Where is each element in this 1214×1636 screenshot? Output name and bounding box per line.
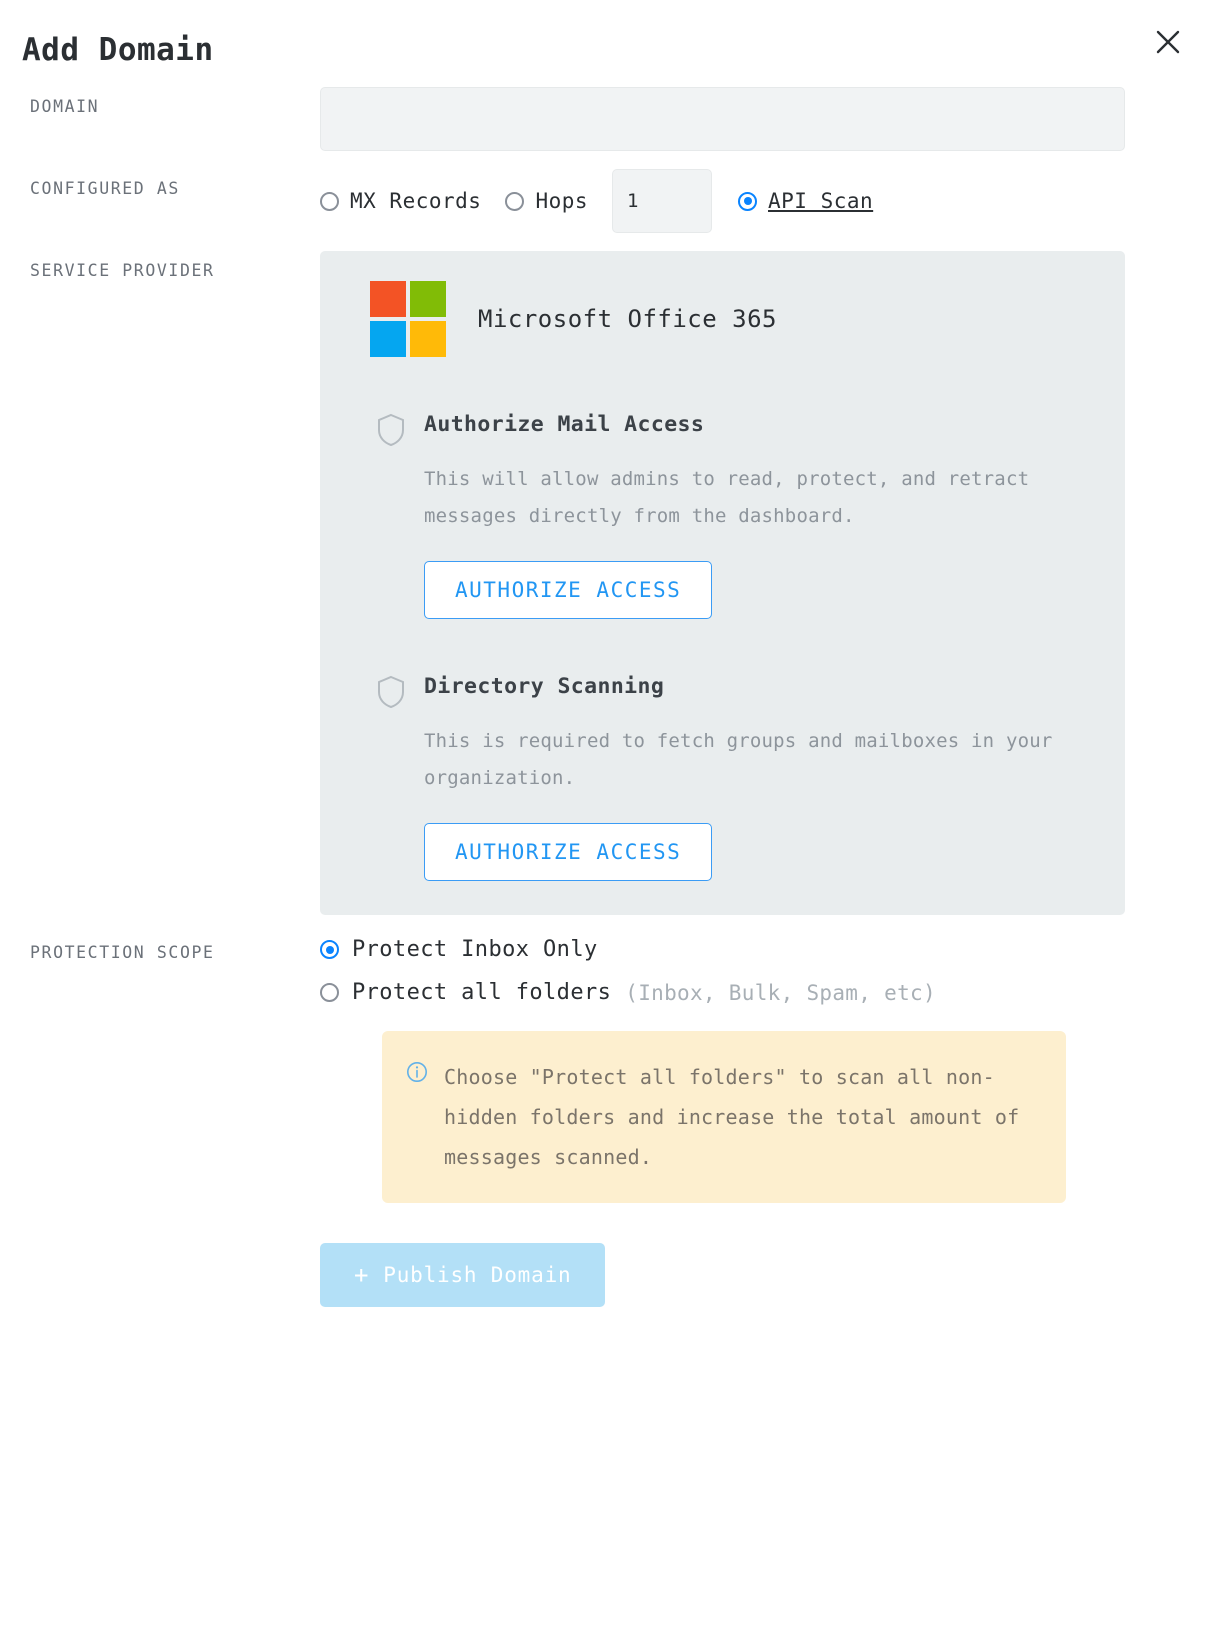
protection-scope-row <box>30 933 1184 1307</box>
form-body <box>0 87 1214 1307</box>
radio-api-scan[interactable] <box>738 189 873 213</box>
protection-scope-field <box>320 933 1184 1307</box>
hops-input[interactable] <box>612 169 712 233</box>
configured-as-row <box>30 169 1184 233</box>
provider-header <box>348 281 1097 357</box>
authorize-mail-access-block <box>348 411 1097 619</box>
close-icon[interactable] <box>1146 20 1190 64</box>
directory-scanning-block <box>348 673 1097 881</box>
domain-input[interactable] <box>320 87 1125 151</box>
radio-protect-inbox-only[interactable] <box>320 937 1184 962</box>
domain-row <box>30 87 1184 151</box>
microsoft-logo-icon <box>370 281 446 357</box>
radio-api-scan-label: API Scan <box>768 189 874 214</box>
shield-icon <box>376 411 406 619</box>
configured-as-field <box>320 169 1184 233</box>
shield-icon <box>376 673 406 881</box>
provider-name: Microsoft Office 365 <box>478 305 777 334</box>
radio-protect-inbox-only-label: Protect Inbox Only <box>352 937 598 963</box>
radio-protect-all-folders-dot <box>320 983 339 1002</box>
protection-scope-info-text: Choose "Protect all folders" to scan all non-hidden folders and increase the total amount of messages scanned. <box>444 1065 1020 1170</box>
radio-api-scan-dot <box>738 192 757 211</box>
configured-as-label: CONFIGURED AS <box>30 179 180 199</box>
service-provider-row <box>30 251 1184 915</box>
service-provider-field <box>320 251 1184 915</box>
info-icon <box>406 1057 428 1177</box>
plus-icon: + <box>354 1261 370 1290</box>
page-title: Add Domain <box>22 32 214 68</box>
radio-hops[interactable] <box>505 189 588 213</box>
directory-scanning-title: Directory Scanning <box>424 674 665 700</box>
service-provider-panel <box>320 251 1125 915</box>
radio-protect-all-folders-label: Protect all folders <box>352 980 612 1006</box>
protection-scope-label: PROTECTION SCOPE <box>30 943 215 963</box>
publish-domain-button[interactable] <box>320 1243 605 1307</box>
directory-scanning-desc: This is required to fetch groups and mailboxes in your organization. <box>424 730 1053 790</box>
service-provider-label: SERVICE PROVIDER <box>30 261 215 281</box>
radio-protect-all-folders-note: (Inbox, Bulk, Spam, etc) <box>625 980 936 1005</box>
publish-domain-label: Publish Domain <box>383 1263 572 1288</box>
domain-field-wrap <box>320 87 1184 151</box>
authorize-mail-access-title: Authorize Mail Access <box>424 412 705 438</box>
authorize-mail-access-button[interactable]: AUTHORIZE ACCESS <box>424 561 712 619</box>
authorize-mail-access-desc: This will allow admins to read, protect, and retract messages directly from the dashboard. <box>424 468 1030 528</box>
publish-row <box>320 1243 1184 1307</box>
domain-label: DOMAIN <box>30 97 100 117</box>
radio-mx-records-label: MX Records <box>350 189 482 214</box>
radio-mx-records[interactable] <box>320 189 481 213</box>
directory-scanning-button[interactable]: AUTHORIZE ACCESS <box>424 823 712 881</box>
radio-hops-label: Hops <box>535 189 589 214</box>
protection-scope-info <box>382 1031 1066 1203</box>
radio-mx-records-dot <box>320 192 339 211</box>
dialog-header <box>0 0 1214 69</box>
radio-protect-inbox-only-dot <box>320 940 339 959</box>
radio-protect-all-folders[interactable] <box>320 980 1184 1005</box>
radio-hops-dot <box>505 192 524 211</box>
